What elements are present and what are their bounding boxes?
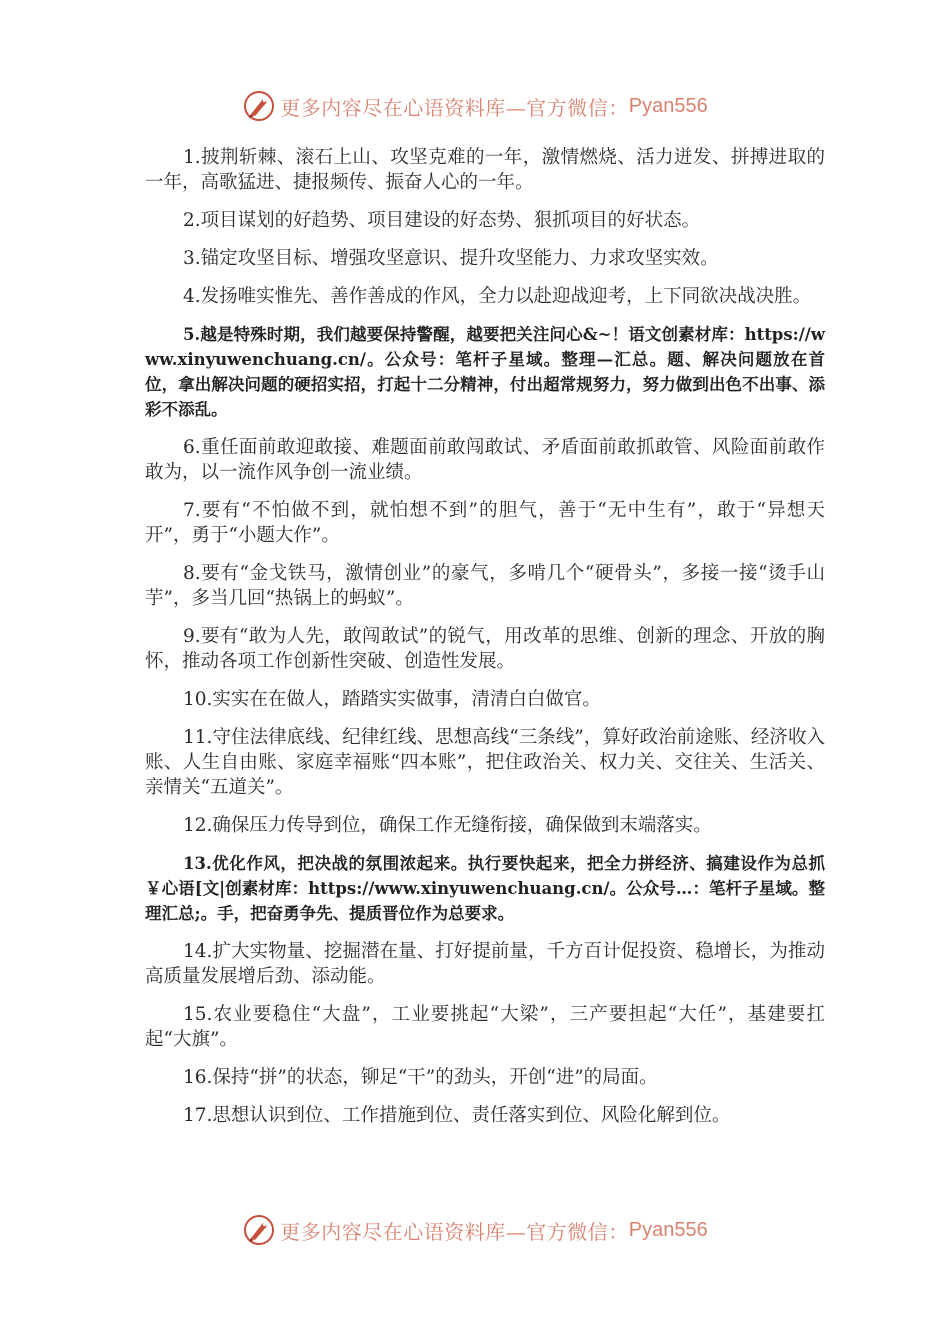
footer-banner-handle: Pyan556	[628, 1218, 708, 1241]
paragraph-13: 13.优化作风，把决战的氛围浓起来。执行要快起来，把全力拼经济、搞建设作为总抓￥心语[文|创素材库：https://www.xinyuwenchuang.cn/。公众号…：笔杆子星域。整理汇总;。手，把奋勇争先、提质晋位作为总要求。	[145, 854, 825, 923]
paragraph-14: 14.扩大实物量、挖掘潜在量、打好提前量，千方百计促投资、稳增长，为推动高质量发展增后劲、添动能。	[145, 941, 825, 987]
paragraph-8: 8.要有“金戈铁马，激情创业”的豪气，多啃几个“硬骨头”，多接一接“烫手山芋”，多当几回“热锅上的蚂蚁”。	[145, 563, 825, 609]
pen-nib-logo-icon	[242, 89, 276, 123]
paragraph-10: 10.实实在在做人，踏踏实实做事，清清白白做官。	[183, 689, 601, 710]
paragraph-17: 17.思想认识到位、工作措施到位、责任落实到位、风险化解到位。	[183, 1105, 731, 1126]
header-banner	[0, 86, 950, 126]
paragraph-4: 4.发扬唯实惟先、善作善成的作风，全力以赴迎战迎考，上下同欲决战决胜。	[183, 286, 812, 307]
paragraph-6: 6.重任面前敢迎敢接、难题面前敢闯敢试、矛盾面前敢抓敢管、风险面前敢作敢为，以一流作风争创一流业绩。	[145, 437, 825, 483]
document-body	[145, 145, 825, 1141]
paragraph-5: 5.越是特殊时期，我们越要保持警醒，越要把关注问心&~！语文创素材库：https://www.xinyuwenchuang.cn/。公众号：笔杆子星域。整理—汇总。题、解决问题放在首位，拿出解决问题的硬招实招，打起十二分精神，付出超常规努力，努力做到出色不出事、添彩不添乱。	[145, 325, 825, 419]
footer-banner	[0, 1210, 950, 1250]
header-banner-text: 更多内容尽在心语资料库—官方微信：	[280, 95, 629, 120]
paragraph-1: 1.披荆斩棘、滚石上山、攻坚克难的一年，激情燃烧、活力迸发、拼搏进取的一年，高歌猛进、捷报频传、振奋人心的一年。	[145, 147, 825, 193]
paragraph-9: 9.要有“敢为人先，敢闯敢试”的锐气，用改革的思维、创新的理念、开放的胸怀，推动各项工作创新性突破、创造性发展。	[145, 626, 825, 672]
paragraph-15: 15.农业要稳住“大盘”，工业要挑起“大梁”，三产要担起“大任”，基建要扛起“大旗”。	[145, 1004, 825, 1050]
pen-nib-logo-icon	[242, 1213, 276, 1247]
paragraph-16: 16.保持“拼”的状态，铆足“干”的劲头，开创“进”的局面。	[183, 1067, 658, 1088]
footer-banner-text: 更多内容尽在心语资料库—官方微信：	[280, 1219, 629, 1244]
header-banner-handle: Pyan556	[628, 94, 708, 117]
paragraph-2: 2.项目谋划的好趋势、项目建设的好态势、狠抓项目的好状态。	[183, 210, 701, 231]
paragraph-11: 11.守住法律底线、纪律红线、思想高线“三条线”，算好政治前途账、经济收入账、人生自由账、家庭幸福账“四本账”，把住政治关、权力关、交往关、生活关、亲情关“五道关”。	[145, 727, 825, 798]
paragraph-12: 12.确保压力传导到位，确保工作无缝衔接，确保做到末端落实。	[183, 815, 712, 836]
paragraph-7: 7.要有“不怕做不到，就怕想不到”的胆气，善于“无中生有”，敢于“异想天开”，勇于“小题大作”。	[145, 500, 825, 546]
paragraph-3: 3.锚定攻坚目标、增强攻坚意识、提升攻坚能力、力求攻坚实效。	[183, 248, 719, 269]
